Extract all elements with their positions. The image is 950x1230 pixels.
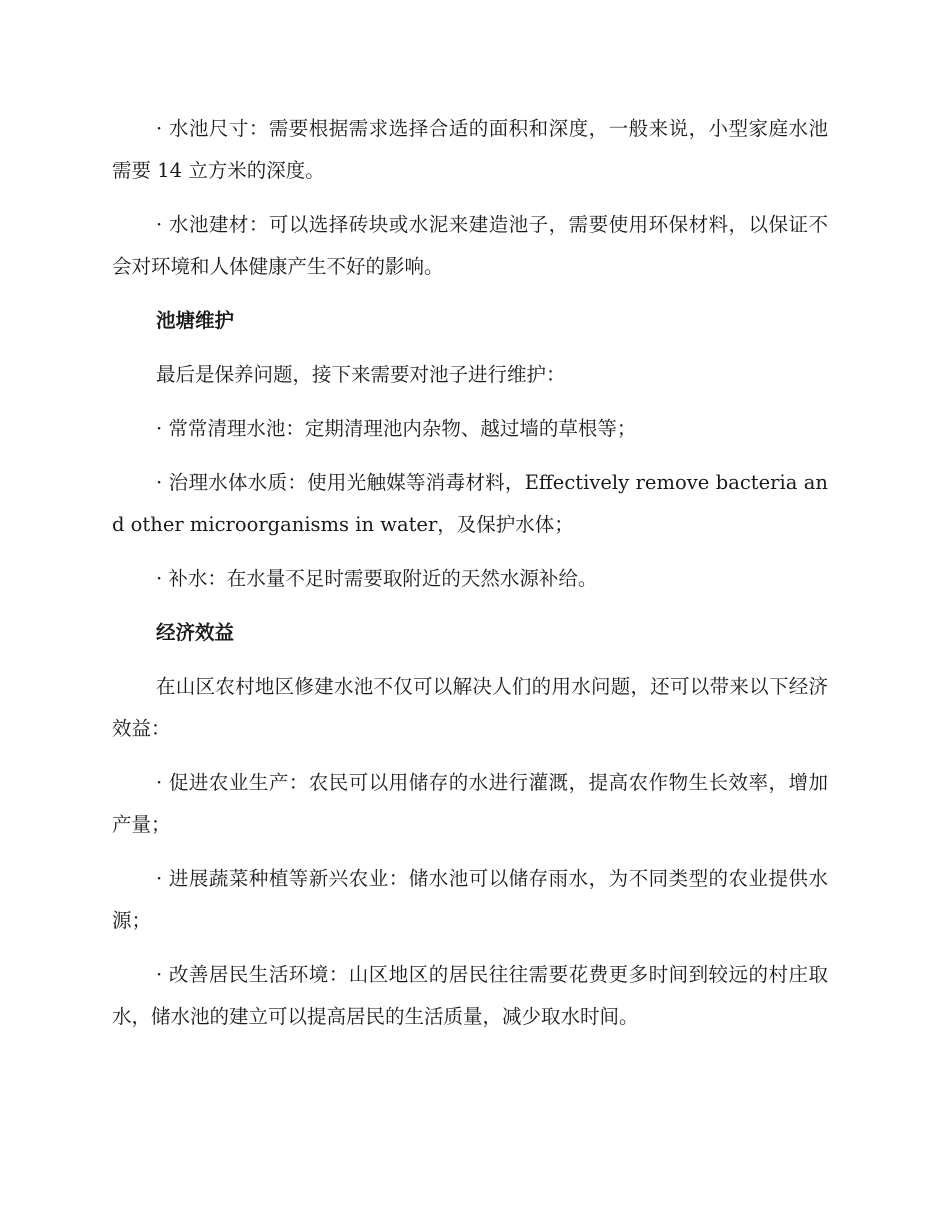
paragraph-clean-pool: · 常常清理水池：定期清理池内杂物、越过墙的草根等； bbox=[156, 417, 637, 440]
paragraph-living-environment: · 改善居民生活环境：山区地区的居民往往需要花费更多时间到较远的村庄取水，储水池的建立可以提高居民的生活质量，减少取水时间。 bbox=[112, 963, 828, 1028]
paragraph-pool-materials: · 水池建材：可以选择砖块或水泥来建造池子，需要使用环保材料，以保证不会对环境和人体健康产生不好的影响。 bbox=[112, 213, 828, 278]
document-page bbox=[112, 108, 828, 1050]
section-heading-economic-benefits: 经济效益 bbox=[156, 621, 235, 644]
paragraph-agriculture: · 促进农业生产：农民可以用储存的水进行灌溉，提高农作物生长效率，增加产量； bbox=[112, 771, 828, 836]
paragraph-refill-water: · 补水：在水量不足时需要取附近的天然水源补给。 bbox=[156, 567, 598, 590]
paragraph-new-agriculture: · 进展蔬菜种植等新兴农业：储水池可以储存雨水，为不同类型的农业提供水源； bbox=[112, 867, 828, 932]
paragraph-maintenance-intro: 最后是保养问题，接下来需要对池子进行维护： bbox=[156, 363, 566, 386]
paragraph-pool-size: · 水池尺寸：需要根据需求选择合适的面积和深度，一般来说，小型家庭水池需要 14 立方米的深度。 bbox=[112, 117, 828, 182]
paragraph-benefits-intro: 在山区农村地区修建水池不仅可以解决人们的用水问题，还可以带来以下经济效益： bbox=[112, 675, 828, 740]
paragraph-water-quality: · 治理水体水质：使用光触媒等消毒材料，Effectively remove bacteria and other microorganisms in water，及保护水体； bbox=[112, 471, 828, 536]
section-heading-pond-maintenance: 池塘维护 bbox=[156, 309, 235, 332]
